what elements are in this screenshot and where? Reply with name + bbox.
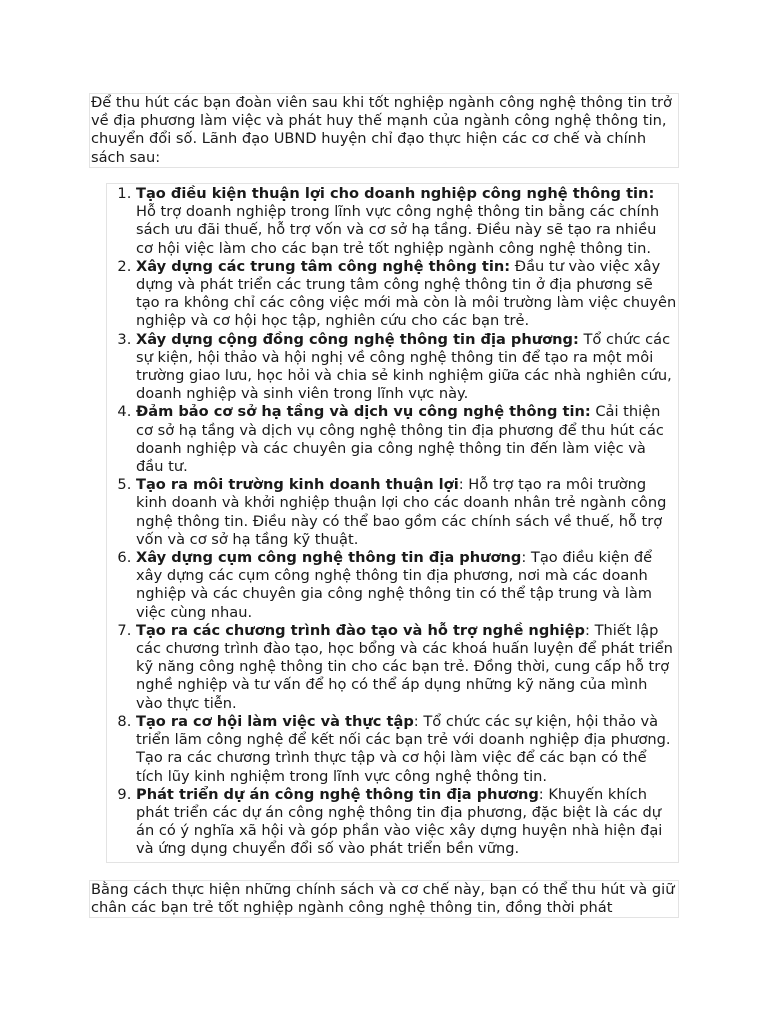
list-item [136, 403, 677, 476]
intro-paragraph: Để thu hút các bạn đoàn viên sau khi tốt nghiệp ngành công nghệ thông tin trở về địa phương làm việc và phát huy thế mạnh của ngành công nghệ thông tin, chuyển đổi số. Lãnh đạo UBND huyện chỉ đạo thực hiện các cơ chế và chính sách sau: [91, 94, 672, 166]
item-text: : Tổ chức các sự kiện, hội thảo và triển lãm công nghệ để kết nối các bạn trẻ với doanh nghiệp địa phương. Tạo ra các chương trình thực tập và cơ hội làm việc để các bạn có thể tích lũy kinh nghiệm trong lĩnh vực công nghệ thông tin. [136, 712, 671, 785]
item-title: Xây dựng cộng đồng công nghệ thông tin địa phương: [136, 330, 579, 348]
policy-list-box [106, 183, 679, 863]
item-text: Cải thiện cơ sở hạ tầng và dịch vụ công nghệ thông tin địa phương để thu hút các doanh nghiệp và các chuyên gia công nghệ thông tin đến làm việc và đầu tư. [136, 403, 664, 476]
list-item [136, 786, 677, 859]
outro-paragraph-box [89, 880, 679, 918]
list-item [136, 185, 677, 258]
item-title: Phát triển dự án công nghệ thông tin địa phương [136, 785, 539, 803]
item-title: Xây dựng cụm công nghệ thông tin địa phương [136, 549, 522, 567]
item-text: Hỗ trợ doanh nghiệp trong lĩnh vực công nghệ thông tin bằng các chính sách ưu đãi thuế, hỗ trợ vốn và cơ sở hạ tầng. Điều này sẽ tạo ra nhiều cơ hội việc làm cho các bạn trẻ tốt nghiệp ngành công nghệ thông tin. [136, 203, 660, 257]
item-text: Tổ chức các sự kiện, hội thảo và hội nghị về công nghệ thông tin để tạo ra một môi trường giao lưu, học hỏi và chia sẻ kinh nghiệm giữa các nhà nghiên cứu, doanh nghiệp và sinh viên trong lĩnh vực này. [136, 330, 672, 403]
item-title: Đảm bảo cơ sở hạ tầng và dịch vụ công nghệ thông tin: [136, 403, 591, 421]
list-item [136, 476, 677, 549]
item-text: : Thiết lập các chương trình đào tạo, học bổng và các khoá huấn luyện để phát triển kỹ năng công nghệ thông tin cho các bạn trẻ. Đồng thời, cung cấp hỗ trợ nghề nghiệp và tư vấn để họ có thể áp dụng những kỹ năng của mình vào thực tiễn. [136, 621, 673, 712]
list-item [136, 622, 677, 713]
item-text: : Tạo điều kiện để xây dựng các cụm công nghệ thông tin địa phương, nơi mà các doanh nghiệp và các chuyên gia công nghệ thông tin có thể tập trung và làm việc cùng nhau. [136, 549, 653, 621]
intro-paragraph-box [89, 93, 679, 168]
item-title: Tạo ra cơ hội làm việc và thực tập [136, 712, 414, 730]
list-item [136, 258, 677, 331]
item-title: Tạo ra các chương trình đào tạo và hỗ trợ nghề nghiệp [136, 621, 586, 639]
item-title: Tạo ra môi trường kinh doanh thuận lợi [136, 476, 459, 494]
list-item [136, 713, 677, 786]
item-title: Xây dựng các trung tâm công nghệ thông tin: [136, 257, 511, 275]
item-text: Đầu tư vào việc xây dựng và phát triển các trung tâm công nghệ thông tin ở địa phương sẽ tạo ra không chỉ các công việc mới mà còn là môi trường làm việc chuyên nghiệp và cơ hội học tập, nghiên cứu cho các bạn trẻ. [136, 257, 677, 330]
item-text: : Khuyến khích phát triển các dự án công nghệ thông tin địa phương, đặc biệt là các dự án có ý nghĩa xã hội và góp phần vào việc xây dựng huyện nhà hiện đại và ứng dụng chuyển đổi số vào phát triển bền vững. [136, 785, 663, 858]
list-item [136, 331, 677, 404]
item-text: : Hỗ trợ tạo ra môi trường kinh doanh và khởi nghiệp thuận lợi cho các doanh nhân trẻ ngành công nghệ thông tin. Điều này có thể bao gồm các chính sách về thuế, hỗ trợ vốn và cơ sở hạ tầng kỹ thuật. [136, 476, 667, 548]
outro-paragraph: Bằng cách thực hiện những chính sách và cơ chế này, bạn có thể thu hút và giữ chân các bạn trẻ tốt nghiệp ngành công nghệ thông tin, đồng thời phát [91, 881, 675, 917]
list-item [136, 549, 677, 622]
item-title: Tạo điều kiện thuận lợi cho doanh nghiệp công nghệ thông tin: [136, 185, 655, 202]
policy-list [107, 185, 677, 859]
